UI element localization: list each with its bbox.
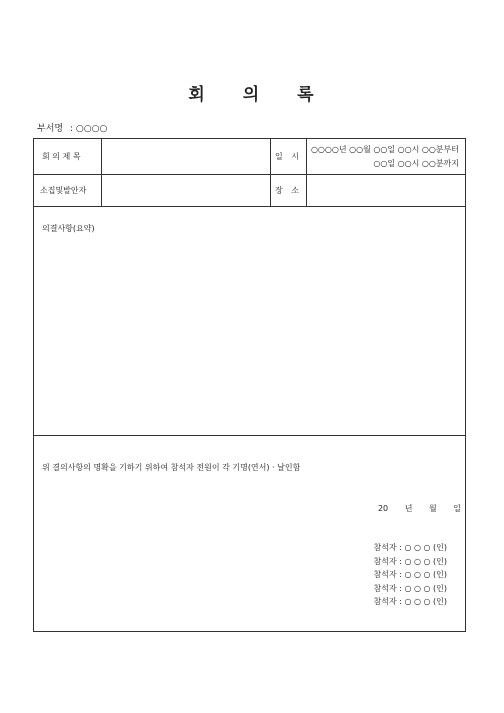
date-year: 년: [404, 504, 413, 513]
signing-date: [364, 503, 461, 514]
title-char: 의: [242, 85, 262, 105]
date-prefix: 20: [377, 504, 389, 513]
attendee-list: [373, 542, 447, 610]
document-title: [0, 80, 504, 105]
date-day: 일: [453, 504, 461, 513]
title-char: 회: [188, 85, 207, 105]
title-char: 록: [297, 85, 316, 105]
attendee-line: 참석자 : ○ ○ ○ (인): [373, 543, 447, 552]
row-meeting-title: [34, 139, 465, 175]
department-value: ○○○○: [75, 124, 108, 134]
attestation-statement: 위 결의사항의 명확을 기하기 위하여 참석자 전원이 각 기명(연서) · 날인함: [42, 463, 301, 472]
row-convener: [34, 175, 465, 207]
department-label: 부서명: [37, 124, 64, 134]
attendee-line: 참석자 : ○ ○ ○ (인): [373, 597, 447, 606]
date-month: 월: [428, 504, 437, 513]
datetime-field[interactable]: [307, 139, 465, 174]
summary-label: 의결사항(요약): [42, 224, 95, 233]
meeting-title-label: 회 의 제 목: [34, 139, 102, 174]
attendee-line: 참석자 : ○ ○ ○ (인): [373, 556, 447, 566]
department-line: [37, 121, 107, 134]
meeting-title-field[interactable]: [102, 139, 271, 174]
summary-area[interactable]: [34, 207, 465, 436]
place-field[interactable]: [307, 175, 465, 206]
datetime-start: ○○○○년 ○○월 ○○일 ○○시 ○○분부터: [310, 144, 459, 154]
convener-label: 소집및발안자: [34, 175, 102, 206]
place-label: 장 소: [271, 175, 307, 206]
convener-field[interactable]: [102, 175, 271, 206]
department-separator: :: [69, 124, 74, 134]
minutes-form: [33, 138, 466, 632]
datetime-label: 일 시: [271, 139, 307, 174]
attendee-line: 참석자 : ○ ○ ○ (인): [373, 583, 447, 593]
attendee-line: 참석자 : ○ ○ ○ (인): [373, 570, 447, 579]
datetime-end: ○○일 ○○시 ○○분까지: [373, 158, 459, 168]
